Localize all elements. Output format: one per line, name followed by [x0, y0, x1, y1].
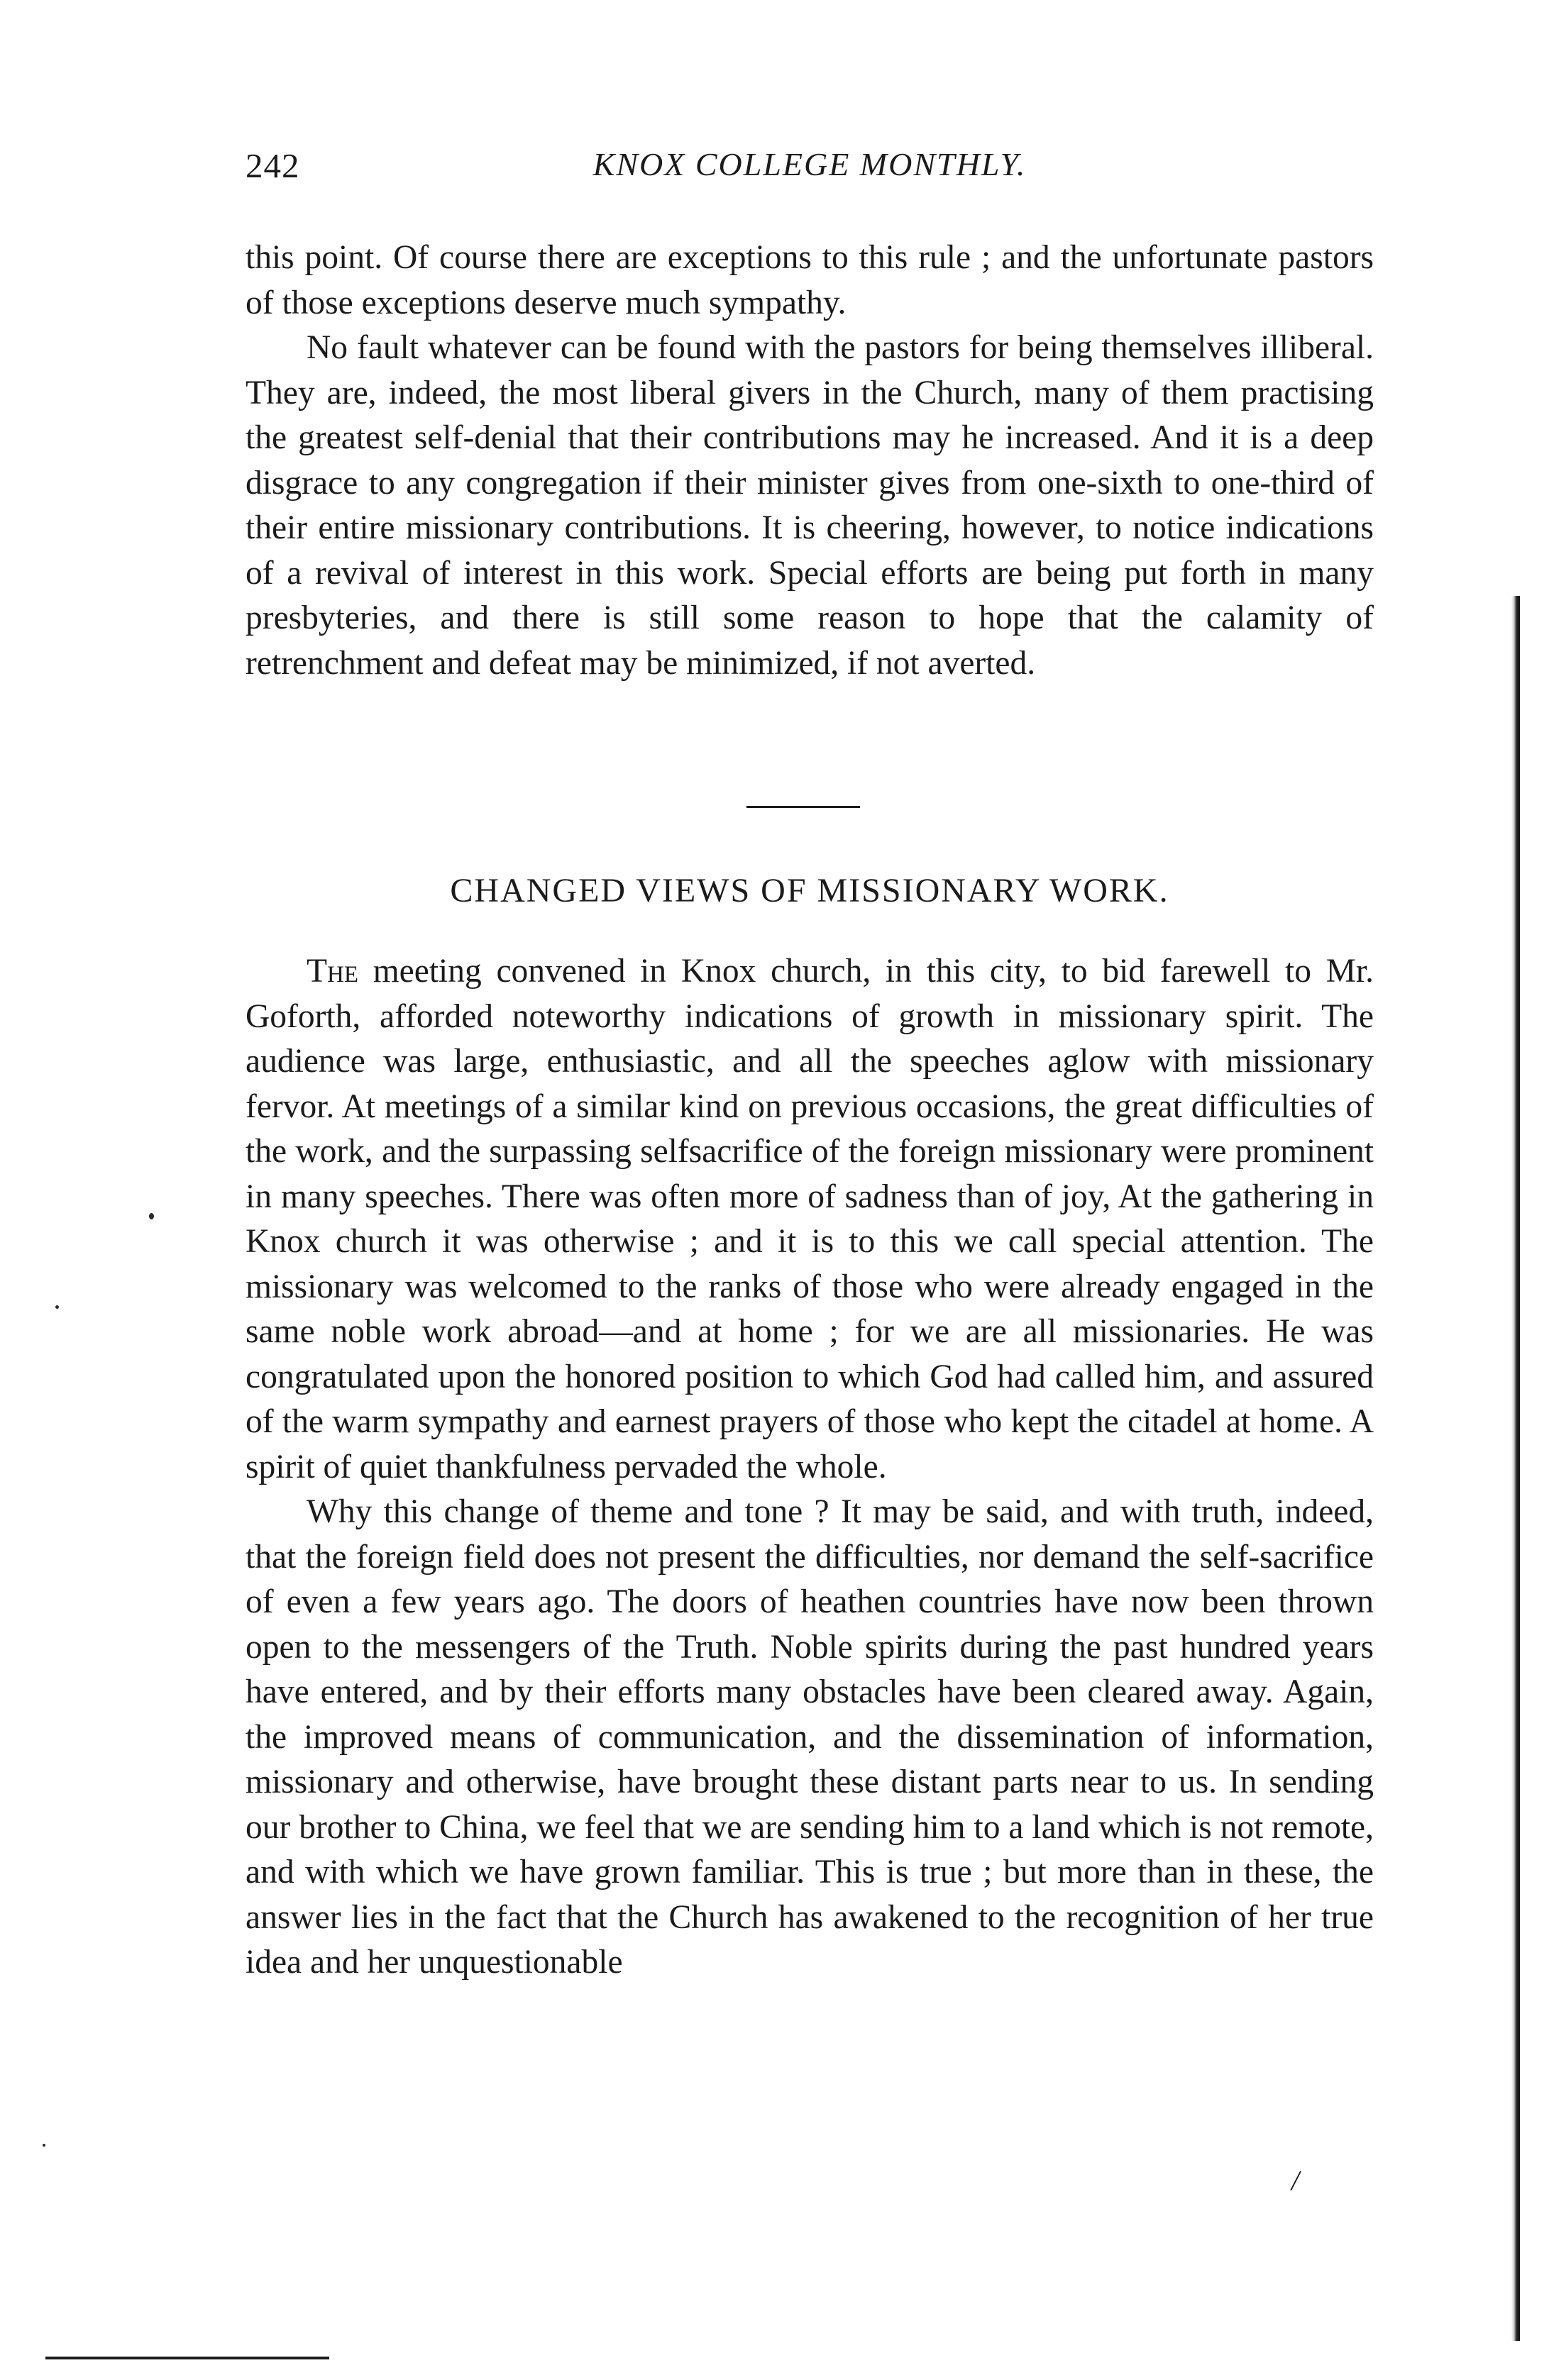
scan-speck: [55, 1305, 59, 1309]
lead-word: The: [307, 953, 359, 990]
scan-speck: [149, 1213, 154, 1219]
paragraph: No fault whatever can be found with the pastors for being themselves illiberal. They are, indeed, the most liberal givers in the Church, many of them practising the greatest self-denial that their contributions may he increased. And it is a deep disgrace to any congregation if their minister gives from one-sixth to one-third of their entire missionary contributions. It is cheering, however, to notice indications of a revival of interest in this work. Special efforts are being put forth in many presbyteries, and there is still some reason to hope that the calamity of retrenchment and defeat may be minimized, if not averted.: [246, 329, 1374, 682]
page-header: [246, 145, 1374, 195]
preceding-article-text: [246, 236, 1374, 686]
page-binding-edge: [1511, 596, 1520, 2341]
paragraph-continued: this point. Of course there are exceptions to this rule ; and the unfortunate pastors of those exceptions deserve much sympathy.: [246, 239, 1374, 321]
stray-mark: /: [1291, 2164, 1300, 2196]
page-number: 242: [246, 146, 300, 185]
section-divider: [746, 806, 860, 808]
running-title: KNOX COLLEGE MONTHLY.: [592, 146, 1027, 182]
article-body: [246, 949, 1374, 1986]
paragraph-text: meeting convened in Knox church, in this city, to bid farewell to Mr. Goforth, afforded noteworthy indications of growth in missionary spirit. The audience was large, enthusiastic, and all the speeches aglow with missionary fervor. At meetings of a similar kind on previous occasions, the great difficulties of the work, and the surpassing selfsacrifice of the foreign missionary were prominent in many speeches. There was often more of sadness than of joy, At the gathering in Knox church it was otherwise ; and it is to this we call special attention. The missionary was welcomed to the ranks of those who were already engaged in the same noble work abroad—and at home ; for we are all missionaries. He was congratulated upon the honored position to which God had called him, and assured of the warm sympathy and earnest prayers of those who kept the citadel at home. A spirit of quiet thankfulness pervaded the whole.: [246, 953, 1374, 1485]
paragraph: Why this change of theme and tone ? It may be said, and with truth, indeed, that the foreign field does not present the difficulties, nor demand the self-sacrifice of even a few years ago. The doors of heathen countries have now been thrown open to the messengers of the Truth. Noble spirits during the past hundred years have entered, and by their efforts many obstacles have been cleared away. Again, the improved means of communication, and the dissemination of information, missionary and otherwise, have brought these distant parts near to us. In sending our brother to China, we feel that we are sending him to a land which is not remote, and with which we have grown familiar. This is true ; but more than in these, the answer lies in the fact that the Church has awakened to the recognition of her true idea and her unquestionable: [246, 1493, 1374, 1981]
article-title: CHANGED VIEWS OF MISSIONARY WORK.: [450, 872, 1169, 909]
scan-edge-rule: [45, 2357, 329, 2359]
scan-speck: [43, 2144, 45, 2147]
paragraph: [246, 949, 1374, 1490]
